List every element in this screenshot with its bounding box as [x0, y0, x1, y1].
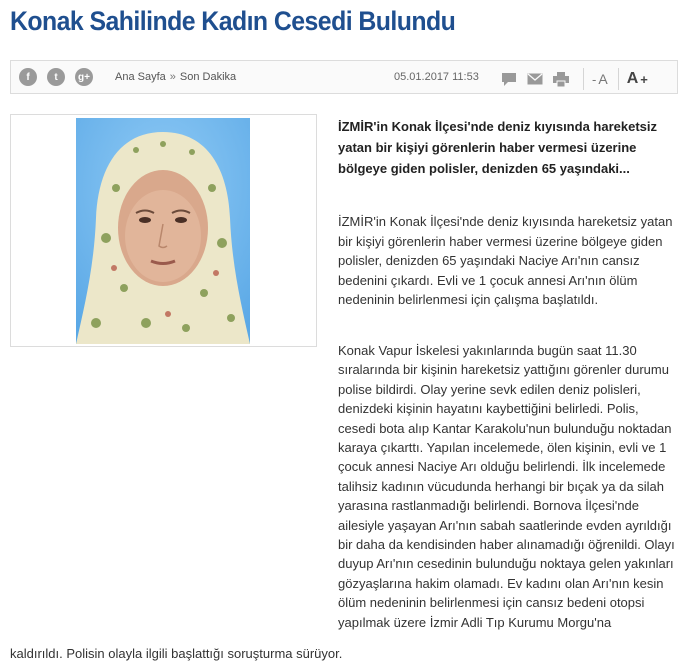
article-toolbar: [10, 60, 678, 94]
comment-icon[interactable]: [501, 71, 517, 87]
font-increase-letter: A: [626, 70, 639, 87]
article-paragraph: Konak Vapur İskelesi yakınlarında bugün saat 11.30 sıralarında bir kişinin hareketsiz yattığını görenler durumu polise bildirdi. Olay yerine sevk edilen deniz polisleri, denizdeki kişinin hayatını kaybettiğini belirledi. Polis, cesedi bota alıp Kantar Karakolu'nun bulunduğu noktadan karaya çıkarttı. Yapılan incelemede, ölen kişinin, evli ve 1 çocuk annesi Naciye Arı olduğu belirlendi. İlk incelemede talihsiz kadının vücudunda herhangi bir bıçak ya da silah yarasına rastlanmadığı belirlendi. Bornova İlçesi'nde ailesiyle yaşayan Arı'nın sabah saatlerinde evden ayrıldığı bir daha da kendisinden haber alınamadığı öğrenildi. Olayı duyup Arı'nın cesedinin bulunduğu noktaya gelen yakınları gözyaşlarına hakim olamadı. Ev kadını olan Arı'nın kesin ölüm nedeninin belirlenmesi için cansız bedeni otopsi yapılmak üzere İzmir Adli Tıp Kurumu Morgu'na: [338, 343, 675, 630]
font-decrease-letter: A: [598, 71, 608, 87]
article-lead: İZMİR'in Konak İlçesi'nde deniz kıyısında hareketsiz yatan bir kişiyi görenlerin haber vermesi üzerine bölgeye giden polisler, denizden 65 yaşındaki...: [338, 119, 657, 176]
publish-date: 05.01.2017 11:53: [394, 71, 479, 83]
breadcrumb-separator: »: [169, 71, 176, 83]
print-icon[interactable]: [553, 71, 569, 87]
article-headline: Konak Sahilinde Kadın Cesedi Bulundu: [10, 6, 456, 36]
portrait-photo: [76, 118, 250, 344]
facebook-icon[interactable]: f: [19, 68, 37, 86]
toolbar-divider: [618, 68, 619, 90]
font-increase-sign: +: [640, 71, 648, 87]
article-image-frame: [10, 114, 317, 347]
article-paragraph: İZMİR'in Konak İlçesi'nde deniz kıyısında hareketsiz yatan bir kişiyi görenlerin haber vermesi üzerine bölgeye giden polisler, denizden 65 yaşındaki Naciye Arı'nın cansız bedenini çıkardı. Evli ve 1 çocuk annesi Arı'nın ölüm nedeninin belirlenmesi için çalışma başlatıldı.: [338, 214, 673, 307]
share-buttons: [19, 68, 103, 86]
breadcrumb: [115, 71, 236, 83]
google-plus-icon[interactable]: g+: [75, 68, 93, 86]
breadcrumb-section-link[interactable]: Son Dakika: [179, 71, 237, 83]
font-decrease-sign: -: [592, 71, 597, 87]
article-paragraph: kaldırıldı. Polisin olayla ilgili başlattığı soruşturma sürüyor.: [10, 646, 343, 661]
toolbar-divider: [583, 68, 584, 90]
breadcrumb-home-link[interactable]: Ana Sayfa: [115, 71, 166, 83]
twitter-icon[interactable]: t: [47, 68, 65, 86]
font-increase-button[interactable]: [627, 70, 650, 88]
article-tools: [501, 68, 650, 90]
font-decrease-button[interactable]: [592, 71, 608, 87]
email-icon[interactable]: [527, 71, 543, 87]
